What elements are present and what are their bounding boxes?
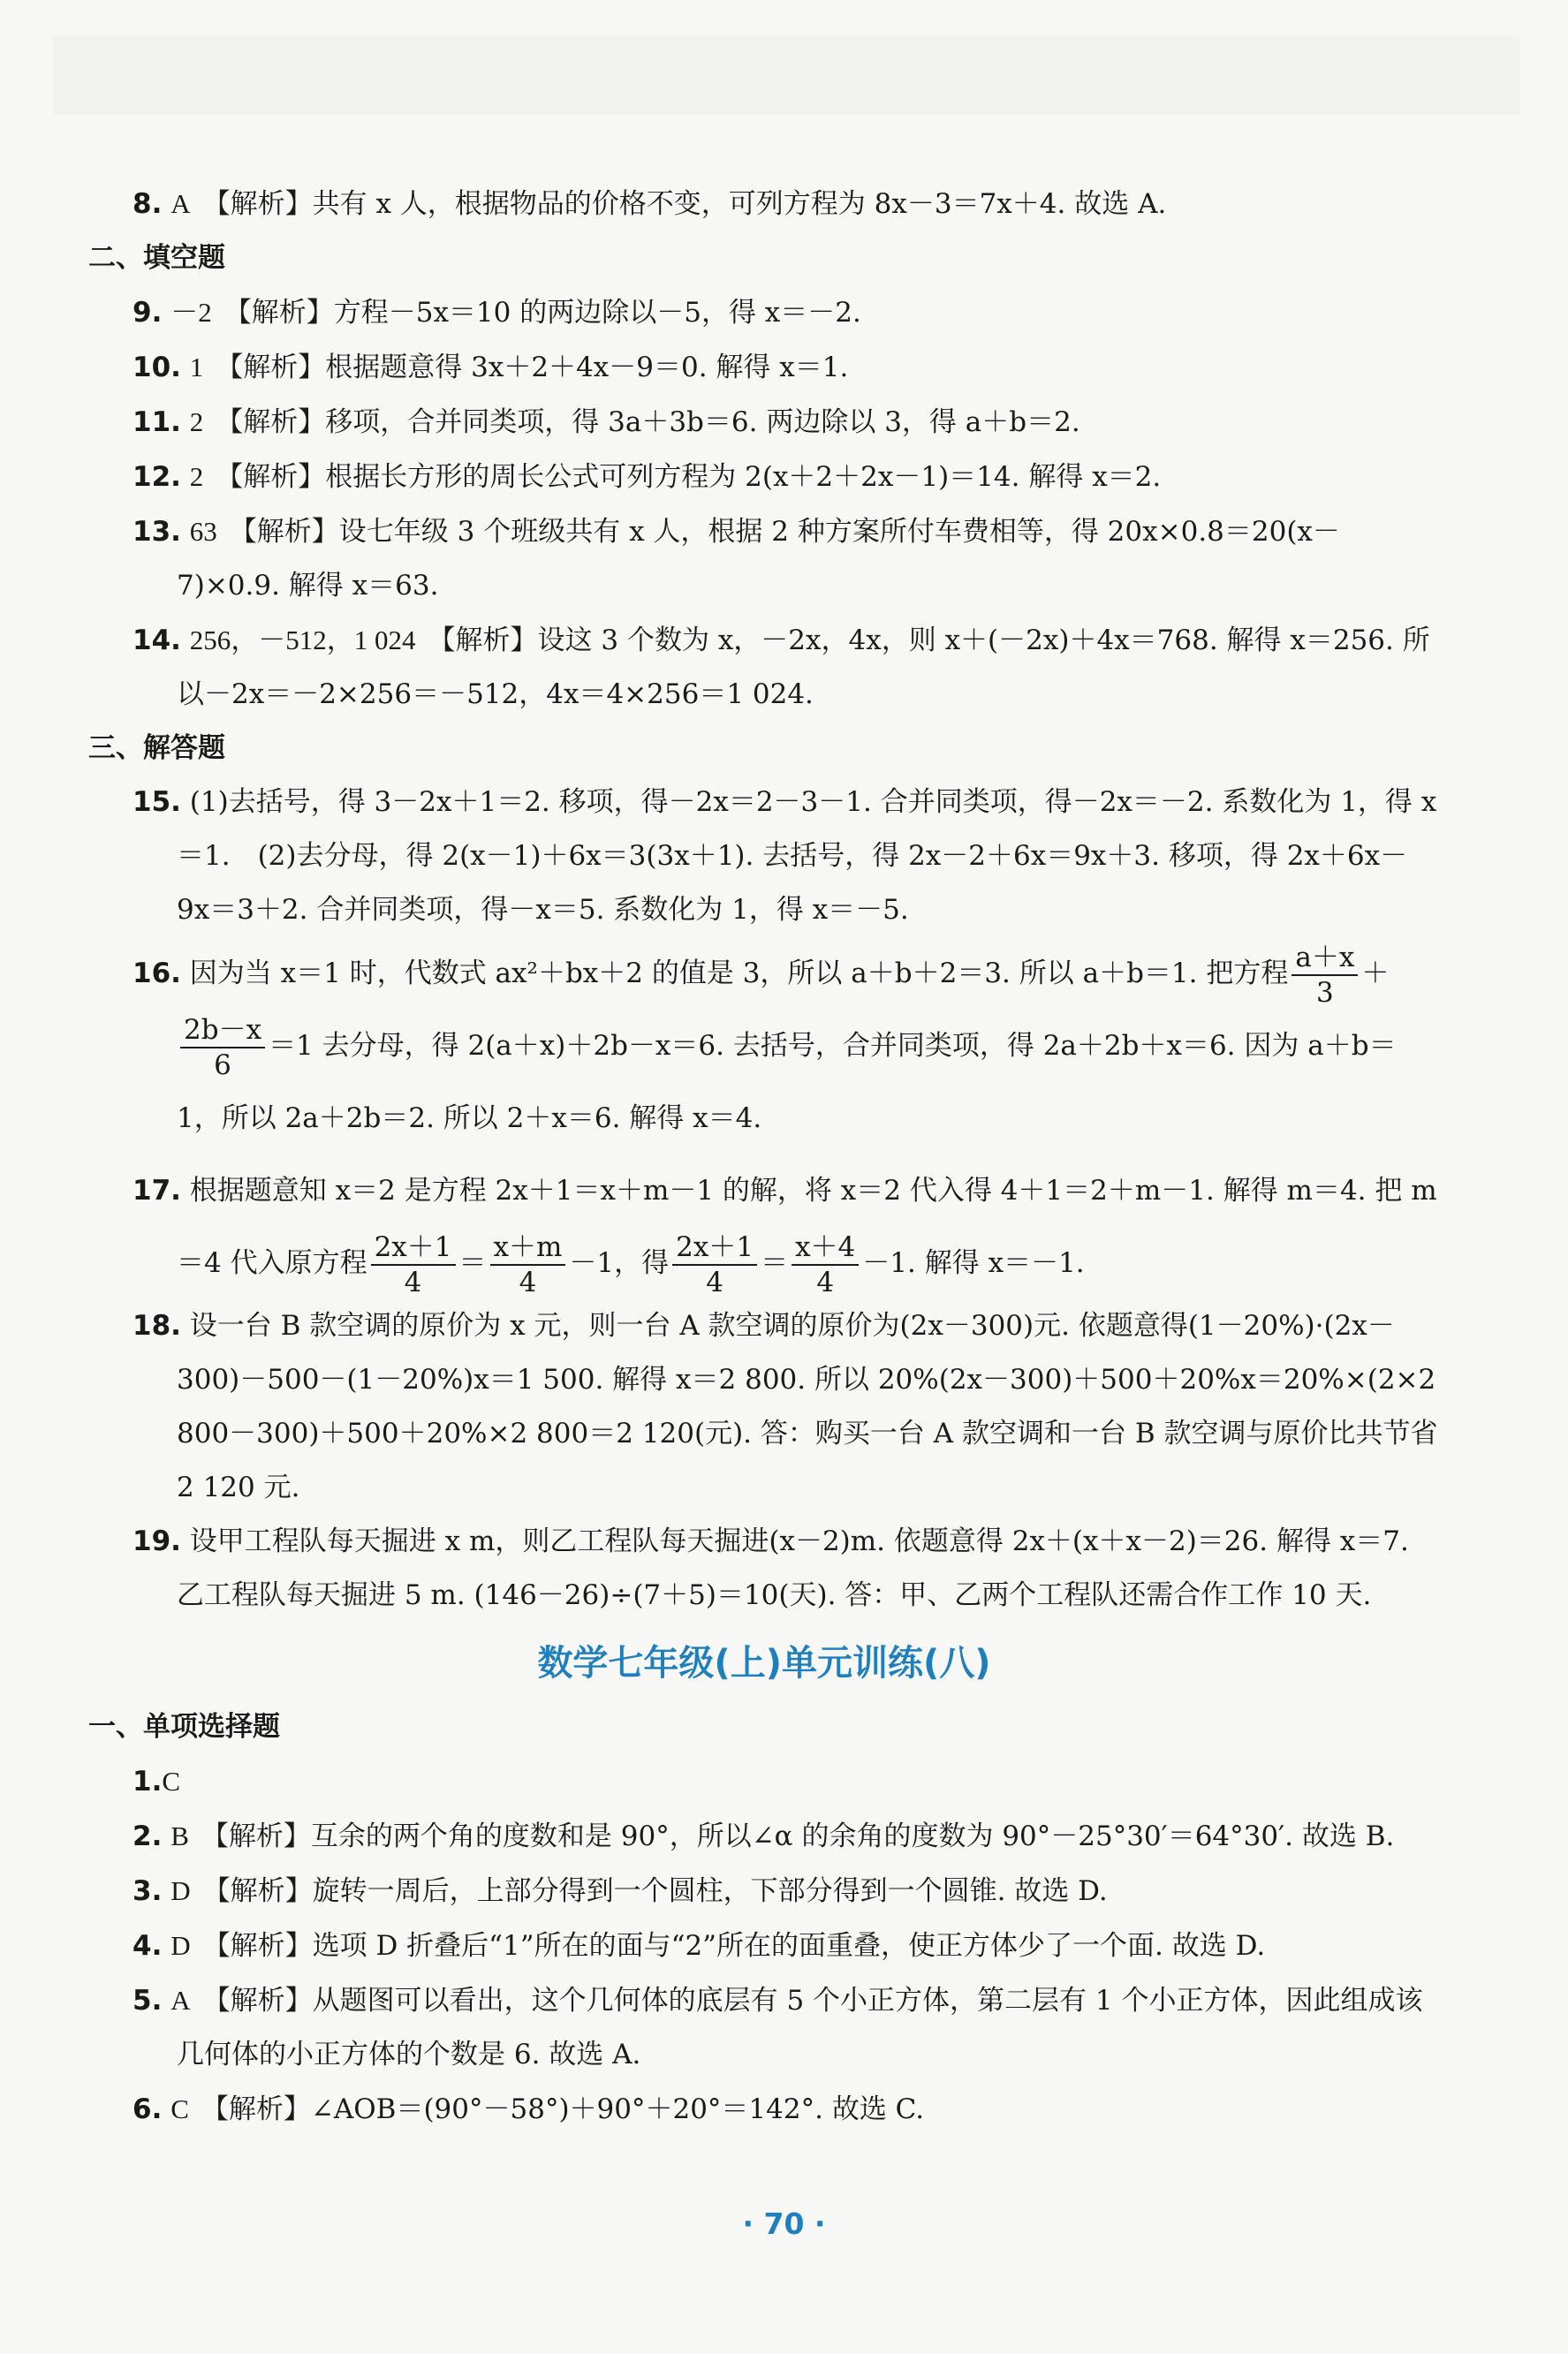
unit-title: 数学七年级(上)单元训练(八) [537, 1643, 991, 1684]
solution-part: ＝ [761, 1247, 789, 1279]
explanation: 【解析】选项 D 折叠后“1”所在的面与“2”所在的面重叠，使正方体少了一个面. 故选 D. [202, 1930, 1266, 1962]
answer-choice: C [162, 1766, 181, 1797]
answer-item [133, 1754, 1440, 1809]
explanation: 【解析】移项，合并同类项，得 3a＋3b＝6. 两边除以 3，得 a＋b＝2. [216, 406, 1080, 438]
answer-item [133, 1515, 1440, 1623]
answer-item [133, 340, 1440, 395]
item-number: 18. [133, 1310, 181, 1342]
fraction [180, 1013, 265, 1082]
fraction [490, 1230, 566, 1299]
fraction [1292, 941, 1358, 1010]
answer-item [133, 285, 1440, 340]
fraction [672, 1230, 757, 1299]
item-number: 4. [133, 1930, 163, 1962]
answer-value: 2 [189, 406, 204, 437]
answer-value: －2 [170, 297, 212, 328]
denominator: 4 [816, 1266, 835, 1298]
item-number: 3. [133, 1875, 163, 1907]
solution: 设一台 B 款空调的原价为 x 元，则一台 A 款空调的原价为(2x－300)元. 依题意得(1－20%)·(2x－300)－500－(1－20%)x＝1 500. 解得 x＝2 800. 所以 20%(2x－300)＋500＋20%x＝20%×(2×2 800－300)＋500＋20%×2 800＝2 120(元). 答：购买一台 A 款空调和一台 B 款空调与原价比共节省 2 120 元. [177, 1310, 1438, 1503]
item-number: 14. [133, 624, 181, 656]
answer-item [133, 450, 1440, 504]
numerator: 2x＋1 [371, 1230, 456, 1266]
top-band [53, 35, 1519, 115]
numerator: x＋4 [792, 1230, 859, 1266]
answer-value: 256，－512，1 024 [189, 624, 416, 655]
answer-item [133, 613, 1440, 722]
denominator: 4 [706, 1266, 723, 1298]
explanation: 【解析】从题图可以看出，这个几何体的底层有 5 个小正方体，第二层有 1 个小正方体，因此组成该几何体的小正方体的个数是 6. 故选 A. [177, 1985, 1423, 2070]
numerator: a＋x [1292, 941, 1358, 976]
item-number: 19. [133, 1525, 181, 1557]
item-number: 6. [133, 2093, 163, 2125]
numerator: x＋m [490, 1230, 566, 1266]
explanation: 【解析】方程－5x＝10 的两边除以－5，得 x＝－2. [223, 297, 861, 329]
answer-choice: A [170, 1985, 191, 2016]
solution-part: －1. 解得 x＝－1. [862, 1247, 1085, 1279]
item-number: 1. [133, 1766, 163, 1798]
answer-value: 2 [189, 461, 204, 492]
answer-value: 1 [189, 352, 204, 382]
answer-item [133, 2082, 1440, 2137]
answer-item [133, 1973, 1440, 2082]
content [88, 177, 1440, 2137]
solution: (1)去括号，得 3－2x＋1＝2. 移项，得－2x＝2－3－1. 合并同类项，得－2x＝－2. 系数化为 1，得 x＝1. (2)去分母，得 2(x－1)＋6x＝3(3x＋1). 去括号，得 2x－2＋6x＝9x＋3. 移项，得 2x＋6x－9x＝3＋2. 合并同类项，得－x＝5. 系数化为 1，得 x＝－5. [177, 786, 1437, 926]
solution: 设甲工程队每天掘进 x m，则乙工程队每天掘进(x－2)m. 依题意得 2x＋(x＋x－2)＝26. 解得 x＝7. 乙工程队每天掘进 5 m. (146－26)÷(7＋5)＝10(天). 答：甲、乙两个工程队还需合作工作 10 天. [177, 1525, 1409, 1611]
item-number: 2. [133, 1820, 163, 1852]
denominator: 6 [214, 1048, 231, 1081]
item-number: 12. [133, 461, 181, 493]
item-number: 5. [133, 1985, 163, 2017]
explanation: 【解析】∠AOB＝(90°－58°)＋90°＋20°＝142°. 故选 C. [201, 2093, 925, 2125]
item-number: 10. [133, 352, 181, 383]
answer-choice: D [170, 1875, 191, 1906]
numerator: 2b－x [180, 1013, 265, 1048]
fraction [371, 1230, 456, 1299]
solution-part: ＋ [1361, 957, 1390, 989]
explanation: 【解析】设七年级 3 个班级共有 x 人，根据 2 种方案所付车费相等，得 20x×0.8＝20(x－7)×0.9. 解得 x＝63. [177, 516, 1340, 602]
solution-part: ＝1 去分母，得 2(a＋x)＋2b－x＝6. 去括号，合并同类项，得 2a＋2b＋x＝6. 因为 a＋b＝1，所以 2a＋2b＝2. 所以 2＋x＝6. 解得 x＝4. [177, 1030, 1397, 1134]
answer-item [133, 1864, 1440, 1919]
solution-part: －1，得 [569, 1247, 670, 1279]
explanation: 【解析】根据题意得 3x＋2＋4x－9＝0. 解得 x＝1. [216, 352, 849, 383]
answer-choice: C [170, 2093, 189, 2124]
item-number: 8. [133, 188, 163, 220]
solution-part: 根据题意知 x＝2 是方程 2x＋1＝x＋m－1 的解，将 x＝2 代入得 4＋1＝2＋m－1. 解得 m＝4. 把 m＝4 代入原方程 [177, 1175, 1437, 1279]
denominator: 4 [404, 1266, 422, 1298]
section-heading: 三、解答题 [88, 732, 225, 764]
item-number: 17. [133, 1175, 181, 1207]
answer-choice: D [170, 1930, 191, 1961]
answer-choice: B [170, 1820, 189, 1851]
answer-item [133, 1154, 1440, 1299]
answer-choice: A [170, 188, 191, 219]
denominator: 3 [1315, 976, 1334, 1009]
numerator: 2x＋1 [672, 1230, 757, 1266]
explanation: 【解析】根据长方形的周长公式可列方程为 2(x＋2＋2x－1)＝14. 解得 x＝2. [216, 461, 1162, 493]
answer-item [133, 1919, 1440, 1973]
explanation: 【解析】设这 3 个数为 x，－2x，4x，则 x＋(－2x)＋4x＝768. 解得 x＝256. 所以－2x＝－2×256＝－512，4x＝4×256＝1 024. [177, 624, 1430, 710]
fraction [792, 1230, 859, 1299]
answer-item [133, 937, 1440, 1154]
explanation: 【解析】互余的两个角的度数和是 90°，所以∠α 的余角的度数为 90°－25°30′＝64°30′. 故选 B. [201, 1820, 1395, 1852]
item-number: 13. [133, 516, 181, 548]
explanation: 【解析】共有 x 人，根据物品的价格不变，可列方程为 8x－3＝7x＋4. 故选 A. [202, 188, 1167, 220]
answer-item [133, 504, 1440, 613]
section-heading: 一、单项选择题 [88, 1711, 280, 1743]
answer-item [133, 177, 1440, 231]
answer-item [133, 1299, 1440, 1515]
answer-item [133, 1809, 1440, 1864]
answer-item [133, 395, 1440, 450]
section-heading: 二、填空题 [88, 242, 225, 274]
denominator: 4 [519, 1266, 537, 1298]
item-number: 16. [133, 957, 181, 989]
answer-value: 63 [189, 516, 217, 547]
answer-item [133, 776, 1440, 937]
item-number: 15. [133, 786, 181, 818]
explanation: 【解析】旋转一周后，上部分得到一个圆柱，下部分得到一个圆锥. 故选 D. [202, 1875, 1108, 1907]
item-number: 11. [133, 406, 181, 438]
solution-part: 因为当 x＝1 时，代数式 ax²＋bx＋2 的值是 3，所以 a＋b＋2＝3. 所以 a＋b＝1. 把方程 [189, 957, 1289, 989]
item-number: 9. [133, 297, 163, 329]
page-number: · 70 · [742, 2206, 826, 2241]
solution-part: ＝ [458, 1247, 487, 1279]
